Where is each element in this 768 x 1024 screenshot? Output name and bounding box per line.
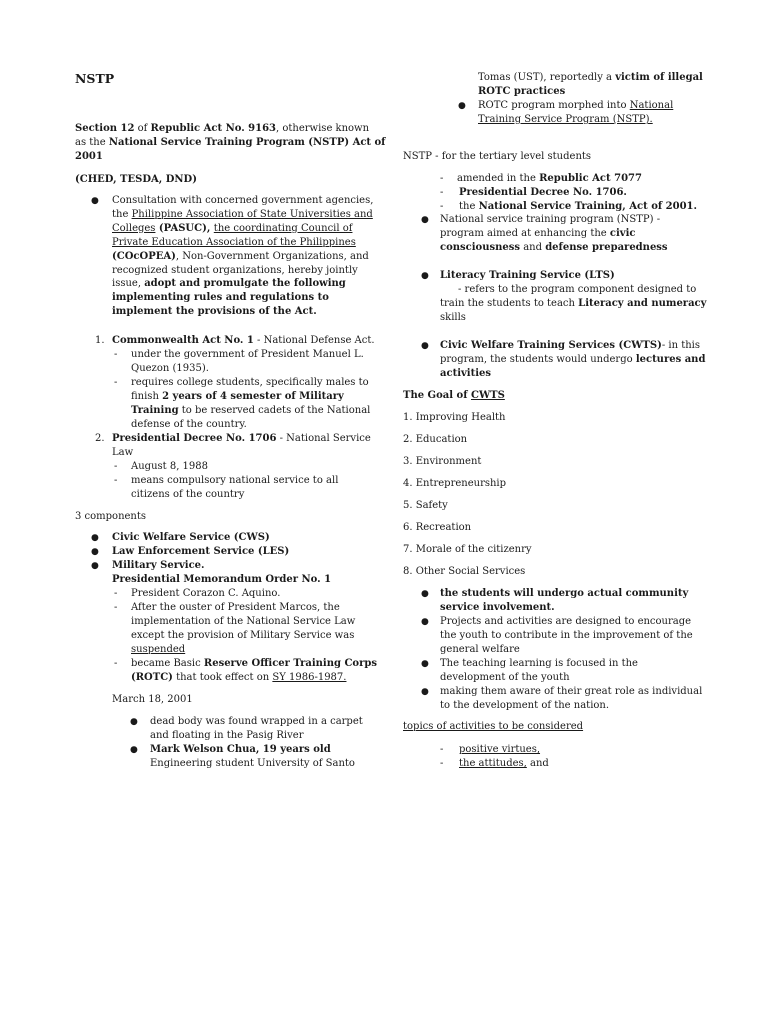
date-line: March 18, 2001 [112,694,193,705]
component-item: Military Service. Presidential Memorandum Order No. 1 [112,560,332,585]
bullet-icon: ● [91,196,99,206]
lts-title: Literacy Training Service (LTS) [440,270,615,281]
list-item: The teaching learning is focused in the development of the youth [440,658,638,683]
list-item: became Basic Reserve Officer Training Corps (ROTC) that took effect on SY 1986-1987. [131,658,377,683]
list-item: dead body was found wrapped in a carpet and floating in the Pasig River [150,716,363,741]
list-item: Tomas (UST), reportedly a victim of illegal ROTC practices [478,72,703,97]
bullet-icon: ● [421,271,429,281]
dash-icon: - [114,588,118,599]
bullet-icon: ● [421,659,429,669]
goal-item: 1. Improving Health [403,412,506,423]
list-item: the National Service Training, Act of 2001. [459,201,697,212]
dash-icon: - [114,461,118,472]
goal-item: 3. Environment [403,456,482,467]
list-item: requires college students, specifically males to finish 2 years of 4 semester of Military Training to be reserved cadets of the National defense of the country. [131,377,371,430]
dash-icon: - [114,658,118,669]
goal-item: 4. Entrepreneurship [403,478,507,489]
topic-item: positive virtues, [459,744,541,755]
bullet-icon: ● [458,101,466,111]
topic-item: the attitudes, and [459,758,549,769]
dash-icon: - [440,173,444,184]
agencies-line: (CHED, TESDA, DND) [75,174,197,185]
goal-item: 7. Morale of the citizenry [403,544,532,555]
consultation-text: Consultation with concerned government agencies, the Philippine Association of State Universities and Colleges (PASUC), the coordinating Council of Private Education Association of the Philippines (COcOPEA), Non-Government Organizations, and recognized student organizations, hereby jointly issue, adopt and promulgate the following implementing rules and regulations to implement the provisions of the Act. [112,195,374,318]
dash-icon: - [440,744,444,755]
list-item: National service training program (NSTP) - program aimed at enhancing the civic consciousness and defense preparedness [440,214,668,253]
goal-item: 2. Education [403,434,468,445]
list-item: amended in the Republic Act 7077 [457,173,642,184]
goal-item: 8. Other Social Services [403,566,526,577]
section-line: as the National Service Training Program (NSTP) Act of [75,137,386,148]
commonwealth-act: Commonwealth Act No. 1 - National Defense Act. [112,335,375,346]
dash-icon: - [440,201,444,212]
goal-heading: The Goal of CWTS [403,390,505,401]
component-item: Civic Welfare Service (CWS) [112,532,270,543]
bullet-icon: ● [130,745,138,755]
section-line: 2001 [75,151,103,162]
dash-icon: - [440,187,444,198]
bullet-icon: ● [91,533,99,543]
bullet-icon: ● [421,617,429,627]
presidential-decree: Presidential Decree No. 1706 - National Service Law [112,433,371,458]
dash-icon: - [114,349,118,360]
section-line: Section 12 of Republic Act No. 9163, otherwise known [75,123,370,134]
list-item: Presidential Decree No. 1706. [459,187,627,198]
lts-desc: train the students to teach Literacy and numeracy skills [440,298,707,323]
list-item: the students will undergo actual community service involvement. [440,588,689,613]
lts-desc: - refers to the program component designed to [458,284,697,295]
bullet-icon: ● [91,547,99,557]
list-item: ROTC program morphed into National Training Service Program (NSTP). [478,100,674,125]
dash-icon: - [114,377,118,388]
list-item: President Corazon C. Aquino. [131,588,281,599]
list-item: After the ouster of President Marcos, the implementation of the National Service Law except the provision of Military Service was suspended [131,602,356,655]
list-number: 1. [95,335,105,346]
bullet-icon: ● [91,561,99,571]
components-heading: 3 components [75,511,147,522]
bullet-icon: ● [421,341,429,351]
bullet-icon: ● [421,589,429,599]
list-item: making them aware of their great role as individual to the development of the nation. [440,686,703,711]
list-item: Projects and activities are designed to encourage the youth to contribute in the improvement of the general welfare [440,616,693,655]
list-item: means compulsory national service to all citizens of the country [131,475,339,500]
bullet-icon: ● [130,717,138,727]
topics-heading: topics of activities to be considered [403,721,584,732]
list-item: Mark Welson Chua, 19 years old Engineering student University of Santo [150,744,355,769]
bullet-icon: ● [421,687,429,697]
document-title: NSTP [75,71,115,86]
component-item: Law Enforcement Service (LES) [112,546,290,557]
goal-item: 6. Recreation [403,522,472,533]
list-item: August 8, 1988 [131,461,209,472]
bullet-icon: ● [421,215,429,225]
dash-icon: - [114,602,118,613]
dash-icon: - [440,758,444,769]
list-item: under the government of President Manuel L. Quezon (1935). [131,349,364,374]
nstp-line: NSTP - for the tertiary level students [403,151,592,162]
list-number: 2. [95,433,105,444]
cwts-item: Civic Welfare Training Services (CWTS)- in this program, the students would undergo lectures and activities [440,340,706,379]
dash-icon: - [114,475,118,486]
goal-item: 5. Safety [403,500,448,511]
